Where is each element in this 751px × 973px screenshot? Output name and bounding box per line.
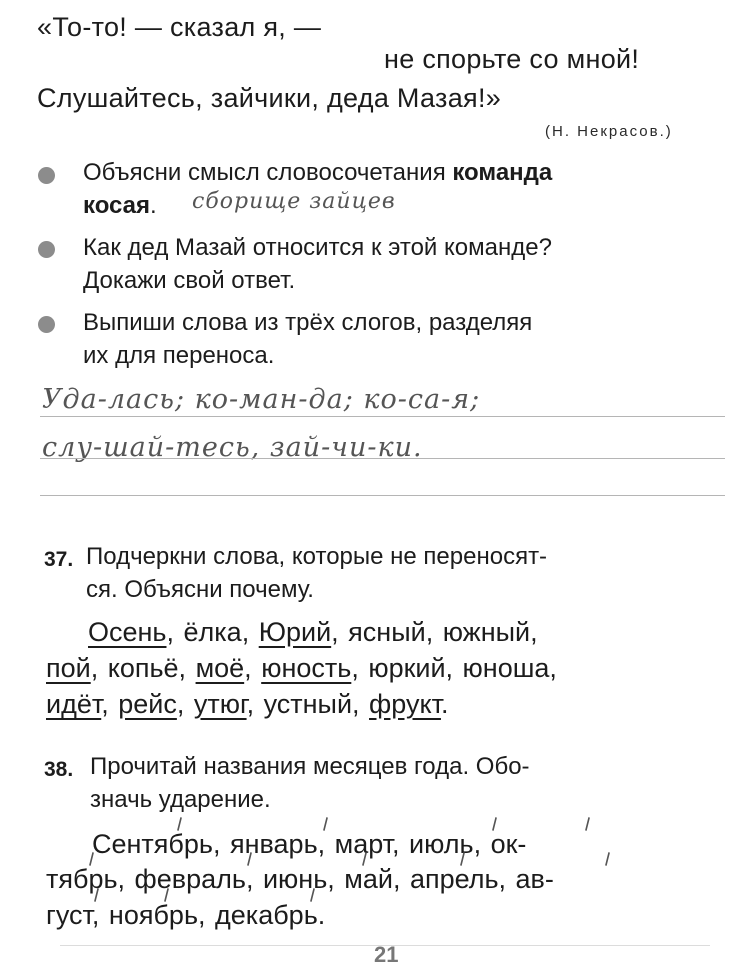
page-number: 21 [374,942,399,967]
word-group: , устный, [246,689,370,719]
question-2-line-2: Докажи свой ответ. [83,267,296,294]
question-1-dot: . [150,192,157,219]
exercise-38-line-2: тябрь, февраль, июнь, май, апрель, ав- [46,864,554,894]
underlined-word: рейс [118,689,177,719]
handwritten-answer-3b: слу-шай-тесь, зай-чи-ки. [42,432,423,463]
exercise-38-instr-1: Прочитай названия месяцев года. Обо- [90,753,530,780]
underlined-word: утюг [193,689,247,719]
exercise-38-instr-2: значь ударение. [90,786,271,813]
question-3-line-1: Выпиши слова из трёх слогов, разделяя [83,309,533,336]
poem-line-2: не спорьте со мной! [384,44,640,74]
question-3-line-2: их для переноса. [83,342,275,369]
word-group: , [101,689,119,719]
underlined-word: идёт [46,689,102,719]
exercise-38-line-3: густ, ноябрь, декабрь. [46,900,326,930]
underlined-word: моё [195,653,245,683]
underlined-word: фрукт [369,689,441,719]
exercise-38-number: 38. [44,758,74,781]
exercise-37-instr-2: ся. Объясни почему. [86,576,314,603]
poem-source: (Н. Некрасов.) [545,123,673,140]
word-group: . [440,689,449,719]
underlined-word: Юрий [258,617,332,647]
handwritten-answer-3a: Уда-лась; ко-ман-да; ко-са-я; [42,384,481,415]
exercise-37-number: 37. [44,548,74,571]
word-group: , [176,689,194,719]
word-group: , ёлка, [166,617,259,647]
poem-line-3: Слушайтесь, зайчики, деда Мазая!» [37,83,502,113]
exercise-37-instr-1: Подчеркни слова, которые не переносят- [86,543,548,570]
question-1-term-1: команда [452,159,553,186]
word-group: , ясный, южный, [331,617,538,647]
handwritten-answer-1: сборище зайцев [192,189,396,214]
word-group: , [244,653,262,683]
question-1-term-2: косая [83,192,151,219]
underlined-word: пой [46,653,91,683]
question-1-text: Объясни смысл словосочетания [83,159,453,186]
word-group: , юркий, юноша, [351,653,557,683]
underlined-word: Осень [88,617,167,647]
poem-line-1: «То-то! — сказал я, — [37,12,322,42]
question-2-line-1: Как дед Мазай относится к этой команде? [83,234,552,261]
exercise-38-line-1: Сентябрь, январь, март, июль, ок- [92,829,527,859]
underlined-word: юность [261,653,352,683]
word-group: , копьё, [90,653,196,683]
